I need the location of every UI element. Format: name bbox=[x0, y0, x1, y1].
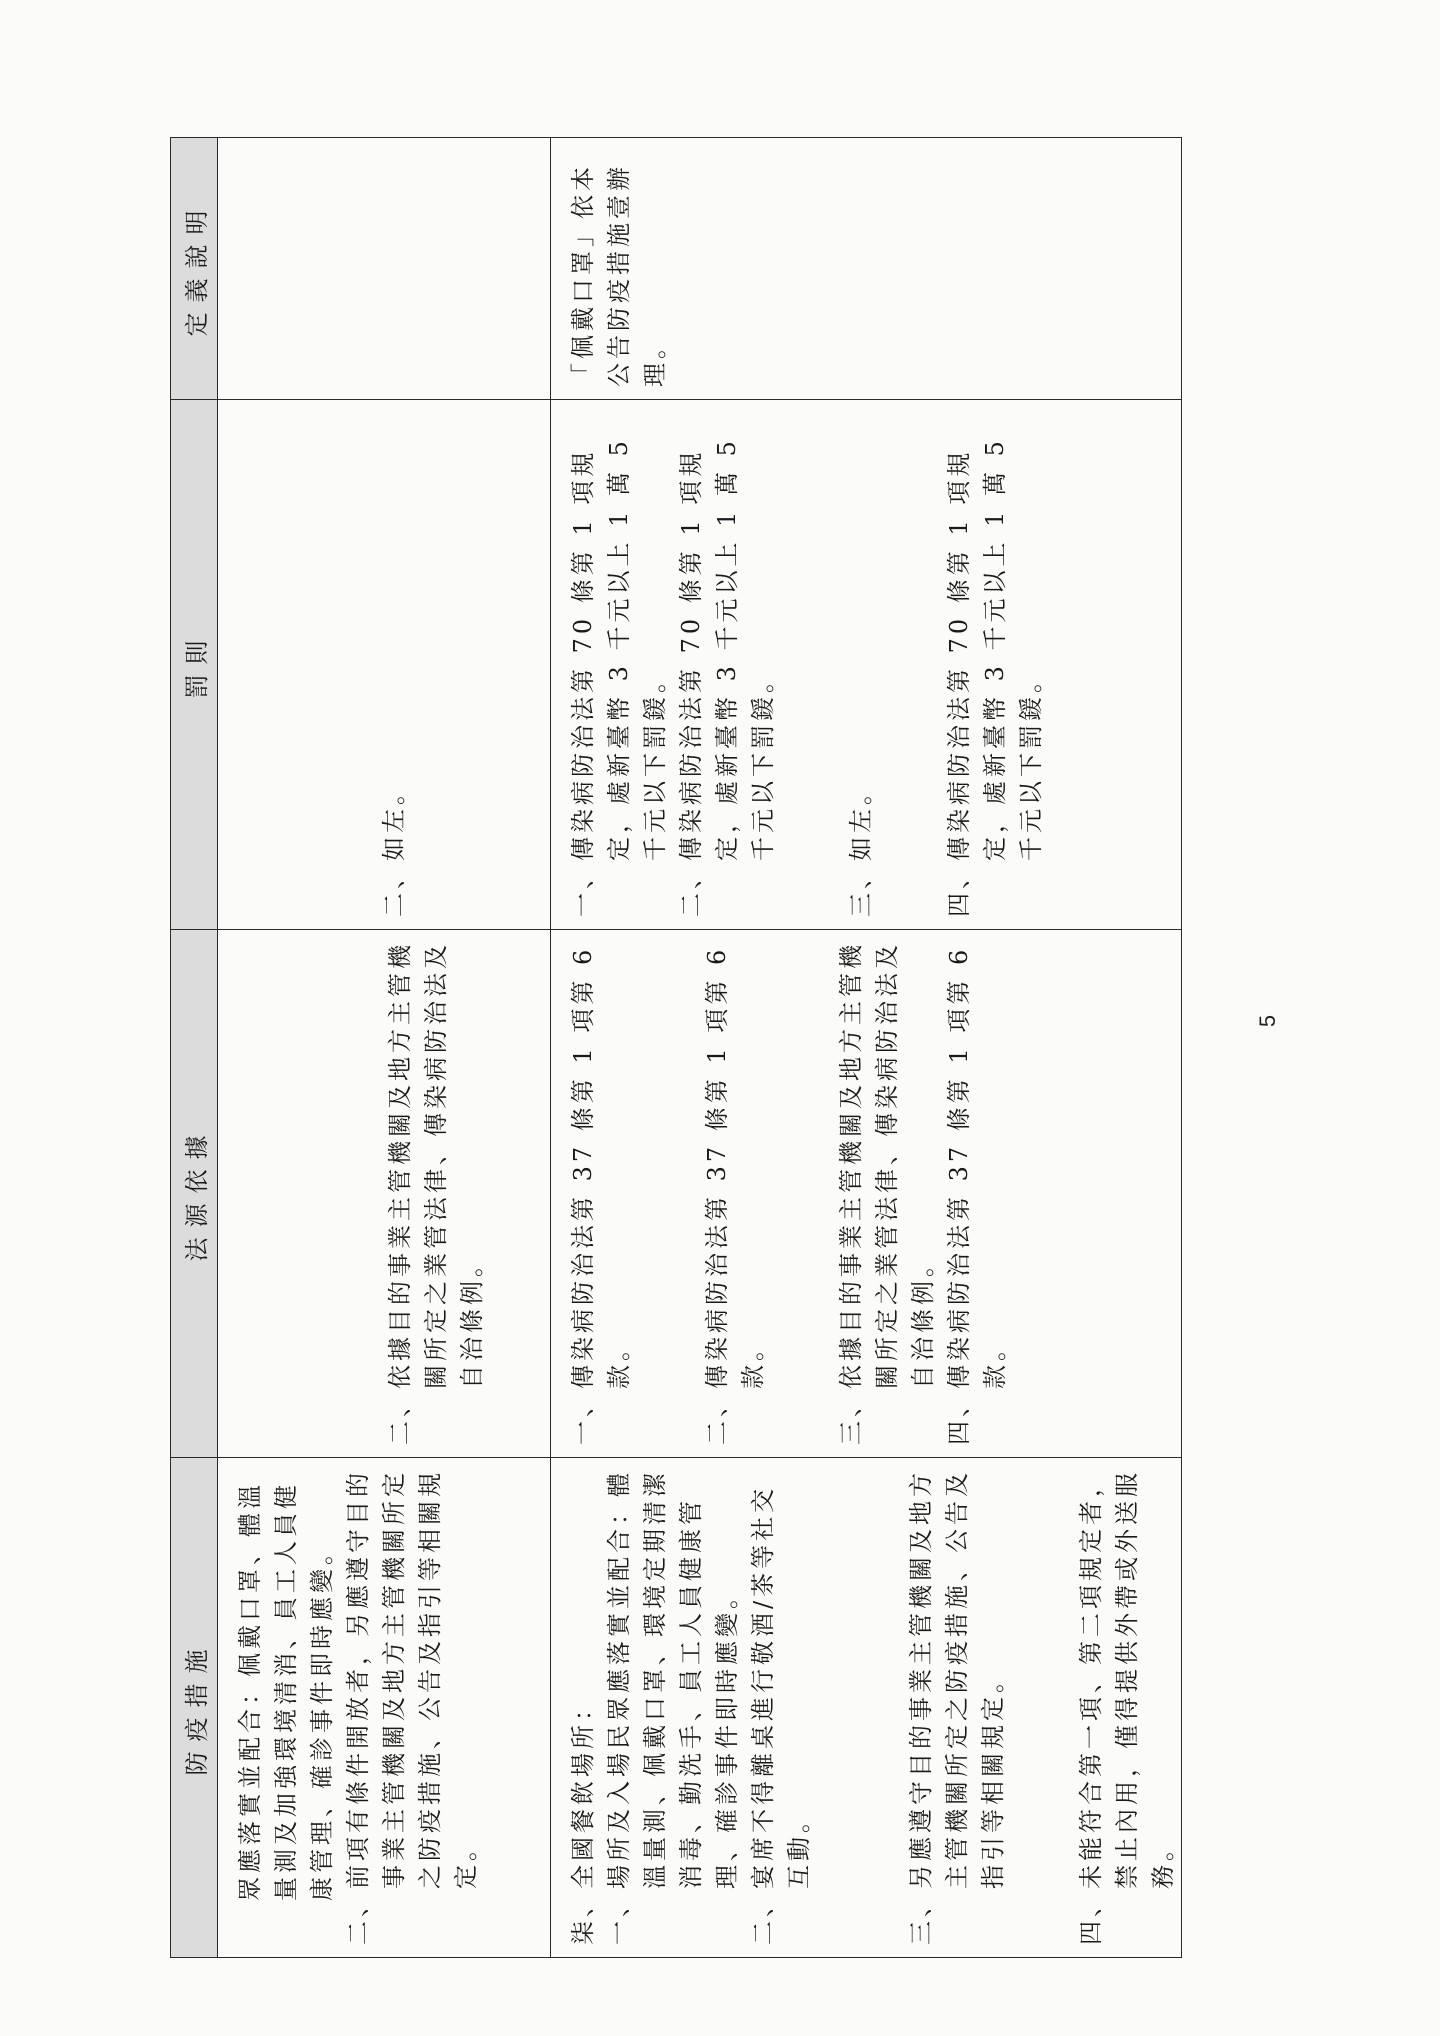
item-number: 四、 bbox=[945, 1389, 973, 1445]
item-text: 傳染病防治法第 70 條第 1 項規定，處新臺幣 3 千元以上 1 萬 5 千元以下罰鍰。 bbox=[677, 437, 777, 861]
item-text: 如左。 bbox=[380, 777, 408, 861]
item-text: 未能符合第一項、第二項規定者，禁止內用，僅得提供外帶或外送服務。 bbox=[1077, 1469, 1177, 1889]
item-text: 傳染病防治法第 37 條第 1 項第 6 款。 bbox=[569, 945, 633, 1389]
list-item bbox=[745, 1468, 817, 1945]
header-definition: 定義說明 bbox=[171, 138, 218, 400]
item-text: 傳染病防治法第 37 條第 1 項第 6 款。 bbox=[703, 945, 767, 1389]
item-text: 如左。 bbox=[847, 777, 875, 861]
table-row bbox=[218, 138, 551, 1958]
item-text: 前項有條件開放者，另應遵守目的事業主管機關及地方主管機關所定之防疫措施、公告及指引等相關規定。 bbox=[344, 1469, 480, 1889]
list-item bbox=[903, 1468, 1011, 1945]
item-number: 二、 bbox=[677, 861, 705, 917]
item-number: 四、 bbox=[1077, 1889, 1105, 1945]
measures-cell bbox=[551, 1458, 1182, 1958]
list-item bbox=[340, 1468, 484, 1945]
regulation-table bbox=[170, 137, 1182, 1958]
item-number: 一、 bbox=[605, 1889, 633, 1945]
item-number: 三、 bbox=[837, 1389, 865, 1445]
penalty-cell bbox=[218, 400, 551, 930]
item-text: 宴席不得離桌進行敬酒/茶等社交互動。 bbox=[749, 1484, 813, 1889]
header-legal-basis: 法源依據 bbox=[171, 930, 218, 1458]
measures-cell bbox=[218, 1458, 551, 1958]
item-number: 一、 bbox=[569, 1389, 597, 1445]
definition-text: 「佩戴口罩」依本公告防疫措施壹辦理。 bbox=[569, 163, 669, 387]
item-number: 三、 bbox=[907, 1889, 935, 1945]
item-number: 二、 bbox=[386, 1389, 414, 1445]
item-text: 依據目的事業主管機關及地方主管機關所定之業管法律、傳染病防治法及自治條例。 bbox=[386, 941, 486, 1389]
list-item bbox=[699, 940, 771, 1445]
list-item bbox=[941, 410, 1049, 917]
item-text: 傳染病防治法第 70 條第 1 項規定，處新臺幣 3 千元以上 1 萬 5 千元以下罰鍰。 bbox=[945, 437, 1045, 861]
list-item bbox=[1073, 1468, 1181, 1945]
item-number: 二、 bbox=[380, 861, 408, 917]
list-item bbox=[843, 410, 879, 917]
item-text: 傳染病防治法第 70 條第 1 項規定，處新臺幣 3 千元以上 1 萬 5 千元以下罰鍰。 bbox=[569, 437, 669, 861]
measures-continuation: 眾應落實並配合：佩戴口罩、體溫量測及加強環境清消、員工人員健康管理、確診事件即時應變。 bbox=[236, 1481, 336, 1901]
legal-basis-cell bbox=[551, 930, 1182, 1458]
table-row bbox=[551, 138, 1182, 1958]
page-number: 5 bbox=[1255, 1014, 1281, 1028]
legal-basis-cell bbox=[218, 930, 551, 1458]
rotated-document bbox=[170, 138, 1177, 1958]
item-text: 場所及入場民眾應落實並配合：體溫量測、佩戴口罩、環境定期清潔消毒、勤洗手、員工人員健康管理、確診事件即時應變。 bbox=[605, 1469, 741, 1889]
list-item bbox=[565, 410, 673, 917]
list-item bbox=[673, 410, 781, 917]
item-text: 另應遵守目的事業主管機關及地方主管機關所定之防疫措施、公告及指引等相關規定。 bbox=[907, 1469, 1007, 1889]
header-measures: 防疫措施 bbox=[171, 1458, 218, 1958]
list-item bbox=[376, 410, 412, 917]
list-item bbox=[382, 940, 490, 1445]
section-heading: 柒、全國餐飲場所： bbox=[569, 1693, 597, 1945]
item-text: 依據目的事業主管機關及地方主管機關所定之業管法律、傳染病防治法及自治條例。 bbox=[837, 941, 937, 1389]
penalty-cell bbox=[551, 400, 1182, 930]
list-item bbox=[601, 1468, 745, 1945]
item-number: 二、 bbox=[703, 1389, 731, 1445]
item-number: 二、 bbox=[749, 1889, 777, 1945]
definition-cell bbox=[551, 138, 1182, 400]
list-item bbox=[565, 940, 637, 1445]
item-number: 四、 bbox=[945, 861, 973, 917]
item-number: 一、 bbox=[569, 861, 597, 917]
header-penalty: 罰則 bbox=[171, 400, 218, 930]
item-text: 傳染病防治法第 37 條第 1 項第 6 款。 bbox=[945, 945, 1009, 1389]
item-number: 三、 bbox=[847, 861, 875, 917]
list-item bbox=[833, 940, 941, 1445]
definition-cell bbox=[218, 138, 551, 400]
item-number: 二、 bbox=[344, 1889, 372, 1945]
list-item bbox=[941, 940, 1013, 1445]
header-row bbox=[171, 138, 218, 1958]
